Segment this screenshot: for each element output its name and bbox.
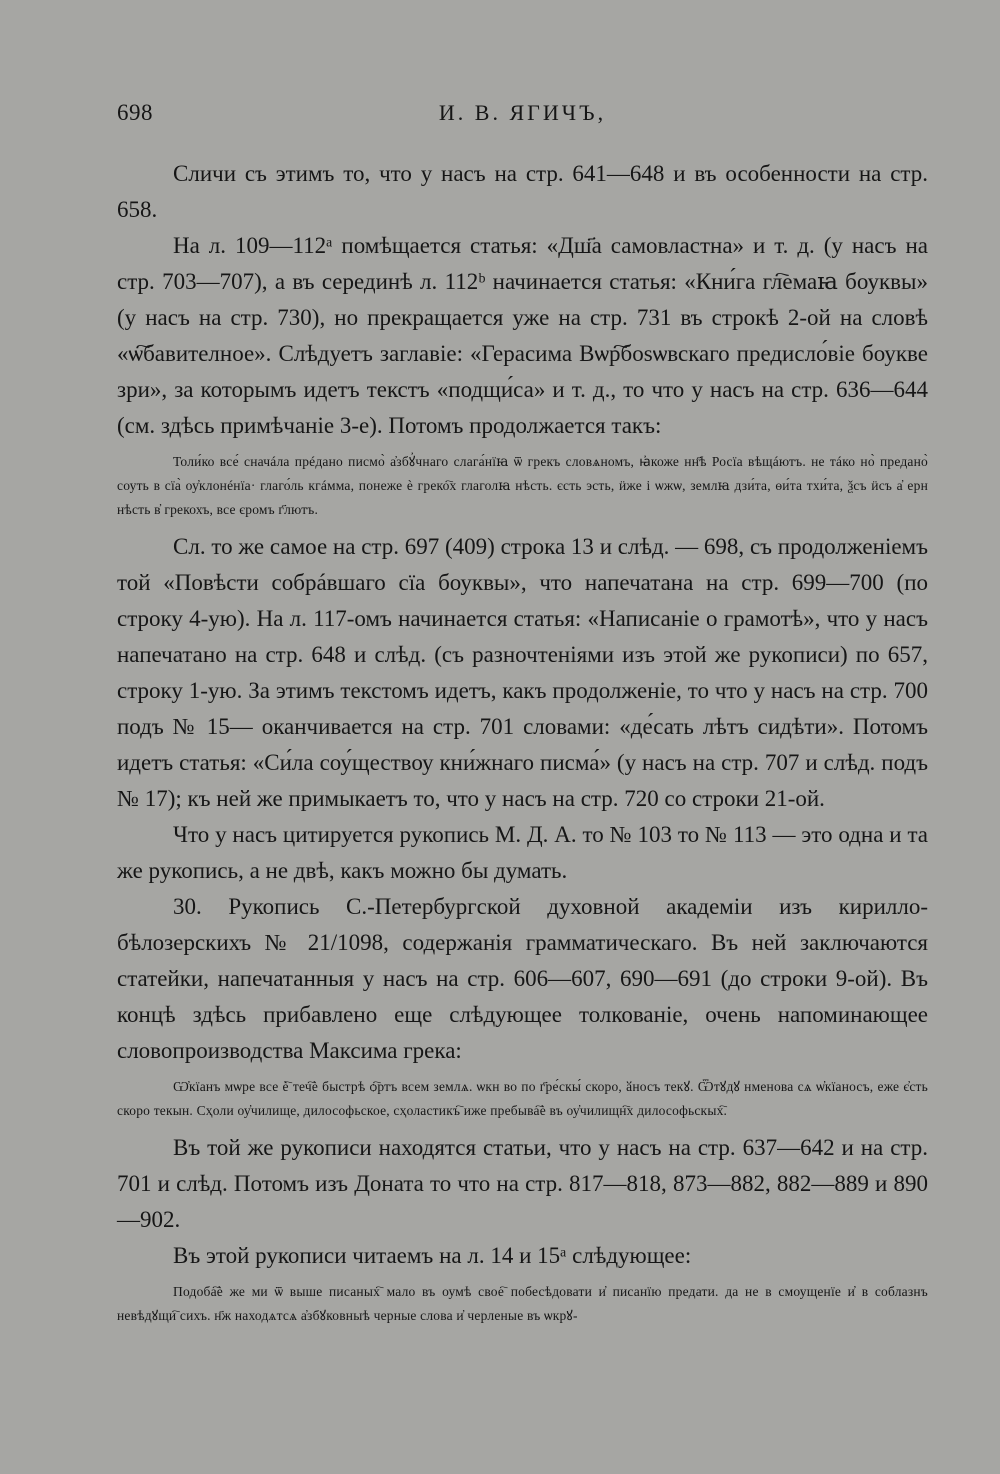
body-paragraph: Сл. то же самое на стр. 697 (409) строка 13 и слѣд. — 698, съ продолженіемъ той «Повѣсти собрáвшаго сїа боуквы», что напечатана на стр. 699—700 (по строку 4-ую). На л. 117-омъ начинается статья: «Написаніе о грамотѣ», что у насъ напечатано на стр. 648 и слѣд. (съ разночтеніями изъ этой же рукописи) по 657, строку 1-ую. За этимъ текстомъ идетъ, какъ продолженіе, то что у насъ на стр. 700 подъ № 15— оканчивается на стр. 701 словами: «де́сать лѣтъ сидѣти». Потомъ идетъ статья: «Си́ла соу́ществоу кни́жнаго писма́» (у насъ на стр. 707 и слѣд. подъ № 17); къ ней же примыкаетъ то, что у насъ на стр. 720 со строки 21-ой.	[117, 534, 928, 811]
body-paragraph: 30. Рукопись С.-Петербургской духовной академіи изъ кирилло-бѣлозерскихъ № 21/1098, содержанія грамматическаго. Въ ней заключаются статейки, напечатанныя у насъ на стр. 606—607, 690—691 (до строки 9-ой). Въ концѣ здѣсь прибавлено еще слѣдующее толкованіе, очень напоминающее словопроизводства Максима грека:	[117, 894, 928, 1063]
slavonic-quotation: Ѡ҆кїанъ мѡре все ѐ҇ теч҇ѐ быстрѣ ѻ҇ртъ всем землѧ. ѡкн во по г҃ре́скы́ скоро, ӑносъ текꙋ. Ѿтꙋдꙋ нменова сѧ ѡ҆кїаносъ, еже є҆сть скоро текын. Сҳоли оу҆чилище, дилософьское, сҳоластикъ҇ иже пребыва҇ѐ въ оу҆чилищн҇х дилософьскых҇.	[117, 1079, 928, 1118]
running-head: И. В. ЯГИЧЪ,	[438, 100, 607, 125]
body-paragraph: Въ той же рукописи находятся статьи, что у насъ на стр. 637—642 и на стр. 701 и слѣд. Потомъ изъ Доната то что на стр. 817—818, 873—882, 882—889 и 890—902.	[117, 1135, 928, 1232]
page-body	[117, 156, 928, 1335]
slavonic-quotation: Толи́ко все́ сначáла прéдано писмо̀ а҆збꙋ҆чнаго слага́нїꙗ ѿ грекъ словѧномъ, ꙗ҆коже нн҃ѣ Росїа вѣщáютъ. не тáко но̀ предано̀ соуть в сїа̀ оу҆клонéнїа· глаго́ль кгáмма, понеже ѐ греко҇х глаголꙗ нѣсть. єсть эсть, ӥже і ѡжѡ, землꙗ дзи́та, ѳи́та тхи́та, ѯсъ ӥсъ а҆ ерн нѣсть в҆ грекохъ, все єромъ г҃лютъ.	[117, 454, 928, 517]
slavonic-quotation: Подоба҇ѐ же ми ѿ выше писаных҇ мало въ оумѣ свое҇ побесѣдовати и҆ писанїю предати. да не в смоущенїе и҆ в соблазнъ невѣдꙋщи҇ сихъ. н҃ж находѧтсѧ а҆збꙋковныѣ черные слова и҆ черленые въ ѡкрꙋ-	[117, 1284, 928, 1323]
body-paragraph: Что у насъ цитируется рукопись М. Д. А. то № 103 то № 113 — это одна и та же рукопись, а не двѣ, какъ можно бы думать.	[117, 822, 928, 883]
page-header	[117, 100, 928, 136]
body-paragraph: На л. 109—112ᵃ помѣщается статья: «Дш҃а самовластна» и т. д. (у насъ на стр. 703—707), а въ серединѣ л. 112ᵇ начинается статья: «Кни́га гл҇емаꙗ боуквы» (у насъ на стр. 730), но прекращается уже на стр. 731 въ строкѣ 2-ой на словѣ «ѡ҇бавителное». Слѣдуетъ заглавіе: «Герасима Вѡр҇боѕѡвскаго предисло́віе боукве зри», за которымъ идетъ текстъ «подщи́са» и т. д., то что у насъ на стр. 636—644 (см. здѣсь примѣчаніе 3-е). Потомъ продолжается такъ:	[117, 233, 928, 438]
page-number: 698	[117, 100, 153, 125]
body-paragraph: Въ этой рукописи читаемъ на л. 14 и 15ᵃ слѣдующее:	[173, 1243, 692, 1268]
body-paragraph: Сличи съ этимъ то, что у насъ на стр. 641—648 и въ особенности на стр. 658.	[117, 161, 928, 222]
